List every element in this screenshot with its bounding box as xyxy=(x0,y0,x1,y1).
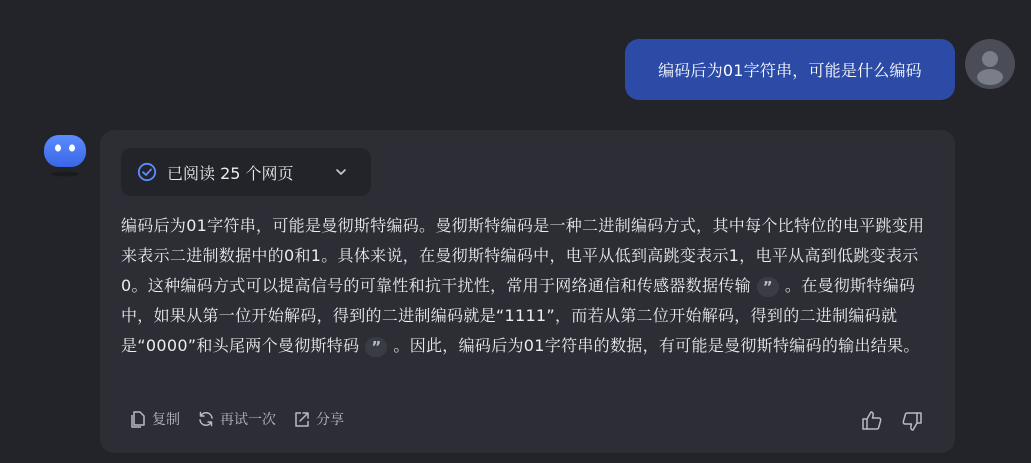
share-label: 分享 xyxy=(316,412,344,428)
answer-text-part-3: 。因此，编码后为01字符串的数据，有可能是曼彻斯特编码的输出结果。 xyxy=(393,336,920,355)
bot-avatar-icon xyxy=(43,132,87,178)
answer-actions xyxy=(128,409,360,429)
answer-card xyxy=(100,130,955,453)
answer-text-part-1: 编码后为01字符串，可能是曼彻斯特编码。曼彻斯特编码是一种二进制编码方式，其中每个比特位的电平跳变用来表示二进制数据中的0和1。具体来说，在曼彻斯特编码中，电平从低到高跳变表示1，电平从高到低跳变表示0。这种编码方式可以提高信号的可靠性和抗干扰性，常用于网络通信和传感器数据传输 xyxy=(121,216,925,295)
retry-button[interactable] xyxy=(196,409,276,429)
copy-icon xyxy=(128,409,148,429)
citation-marker[interactable]: ” xyxy=(365,337,387,357)
thumbs-up-button[interactable] xyxy=(860,409,884,437)
answer-text-part-2: 。在曼彻斯特编码中，如果从第一位开始解码，得到的二进制编码就是“1111”，而若从第二位开始解码，得到的二进制编码就是“0000”和头尾两个曼彻斯特码 xyxy=(121,276,916,355)
share-button[interactable] xyxy=(292,409,344,429)
thumbs-down-button[interactable] xyxy=(900,409,924,437)
thumbs-down-icon xyxy=(900,409,924,433)
user-message-bubble: 编码后为01字符串，可能是什么编码 xyxy=(625,39,955,100)
reading-status-label: 已阅读 25 个网页 xyxy=(167,163,294,183)
share-icon xyxy=(292,409,312,429)
user-avatar-icon xyxy=(965,39,1015,89)
check-circle-icon xyxy=(137,162,157,182)
copy-label: 复制 xyxy=(152,412,180,428)
copy-button[interactable] xyxy=(128,409,180,429)
retry-label: 再试一次 xyxy=(220,412,276,428)
chevron-down-icon xyxy=(333,164,349,180)
thumbs-up-icon xyxy=(860,409,884,433)
refresh-icon xyxy=(196,409,216,429)
answer-text xyxy=(121,211,939,361)
citation-marker[interactable]: ” xyxy=(757,277,779,297)
reading-status-toggle[interactable] xyxy=(121,148,371,196)
